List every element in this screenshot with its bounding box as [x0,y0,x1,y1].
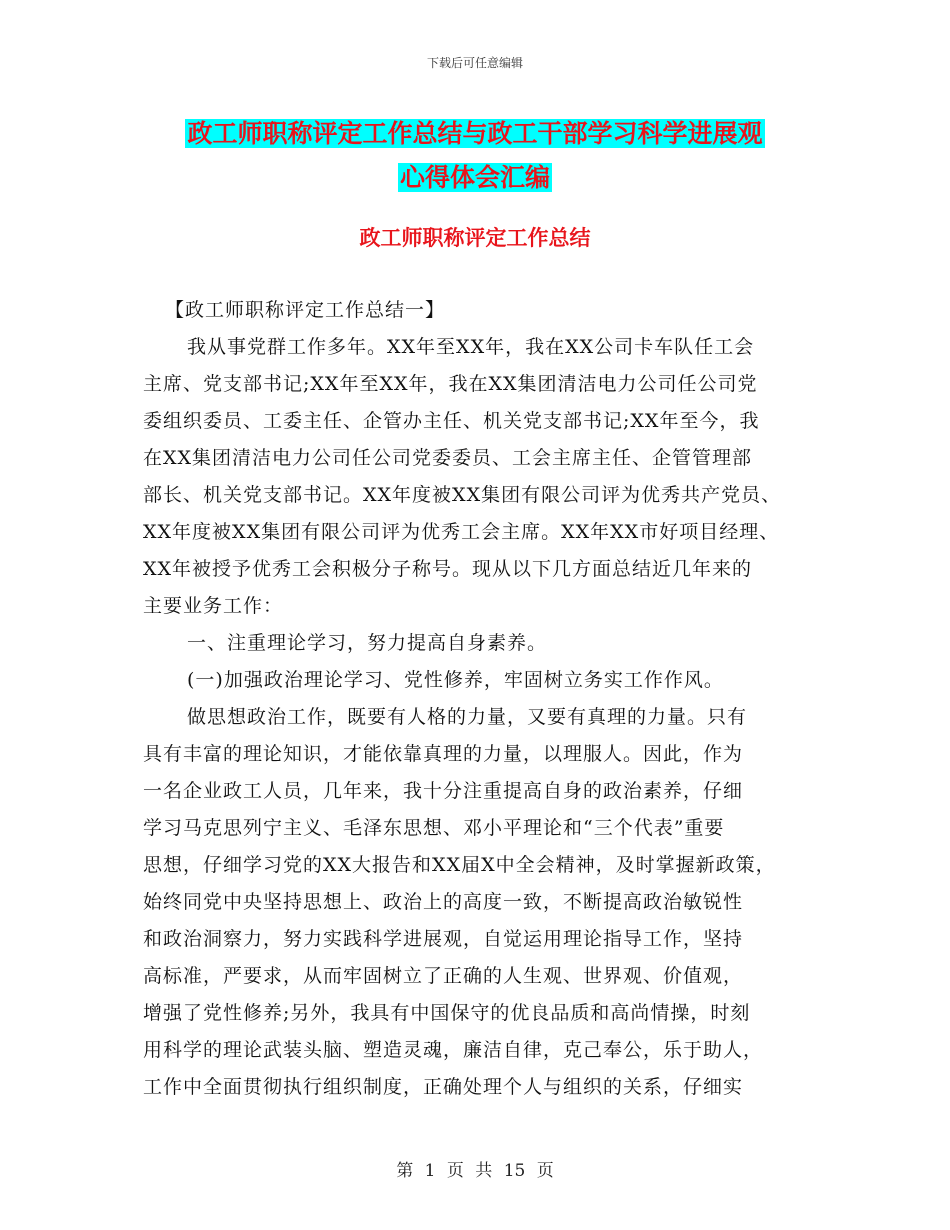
paragraph-line: XX年被授予优秀工会积极分子称号。现从以下几方面总结近几年来的 [143,558,753,580]
heading-line: 一、注重理论学习，努力提高自身素养。 [187,632,548,654]
paragraph-line: 具有丰富的理论知识，才能依靠真理的力量，以理服人。因此，作为 [143,743,744,765]
body-text [143,292,823,1106]
paragraph-line: 学习马克思列宁主义、毛泽东思想、邓小平理论和“三个代表”重要 [143,817,725,839]
paragraph-line: 做思想政治工作，既要有人格的力量，又要有真理的力量。只有 [187,706,748,728]
paragraph-line: 一名企业政工人员，几年来，我十分注重提高自身的政治素养，仔细 [143,780,744,802]
paragraph-line: 高标准，严要求，从而牢固树立了正确的人生观、世界观、价值观， [143,965,744,987]
paragraph-line: 在XX集团清洁电力公司任公司党委委员、工会主席主任、企管管理部 [143,447,753,469]
paragraph-line: 工作中全面贯彻执行组织制度，正确处理个人与组织的关系，仔细实 [143,1076,744,1098]
section-title: 政工师职称评定工作总结 [359,226,591,250]
paragraph-line: 思想，仔细学习党的XX大报告和XX届X中全会精神，及时掌握新政策， [143,854,776,876]
subsection-heading: 【政工师职称评定工作总结一】 [165,299,446,321]
page-footer: 第 1 页 共 15 页 [396,1161,554,1181]
document-title-line-1: 政工师职称评定工作总结与政工干部学习科学进展观 [187,119,763,148]
paragraph-line: 用科学的理论武装头脑、塑造灵魂，廉洁自律，克己奉公，乐于助人， [143,1039,764,1061]
paragraph-line: 我从事党群工作多年。XX年至XX年，我在XX公司卡车队任工会 [187,336,755,358]
paragraph-line: 始终同党中央坚持思想上、政治上的高度一致，不断提高政治敏锐性 [143,891,744,913]
heading-line: (一)加强政治理论学习、党性修养，牢固树立务实工作作风。 [187,669,724,691]
paragraph-line: 部长、机关党支部书记。XX年度被XX集团有限公司评为优秀共产党员、 [143,484,782,506]
paragraph-line: 委组织委员、工委主任、企管办主任、机关党支部书记;XX年至今，我 [143,410,760,432]
paragraph-line: 主要业务工作： [143,595,284,617]
paragraph-line: 主席、党支部书记;XX年至XX年，我在XX集团清洁电力公司任公司党 [143,373,758,395]
header-note: 下载后可任意编辑 [426,56,523,70]
paragraph-line: 增强了党性修养;另外，我具有中国保守的优良品质和高尚情操，时刻 [143,1002,751,1024]
paragraph-line: XX年度被XX集团有限公司评为优秀工会主席。XX年XX市好项目经理、 [143,521,780,543]
paragraph-line: 和政治洞察力，努力实践科学进展观，自觉运用理论指导工作，坚持 [143,928,744,950]
document-title [0,112,950,200]
document-title-line-2: 心得体会汇编 [399,163,550,192]
